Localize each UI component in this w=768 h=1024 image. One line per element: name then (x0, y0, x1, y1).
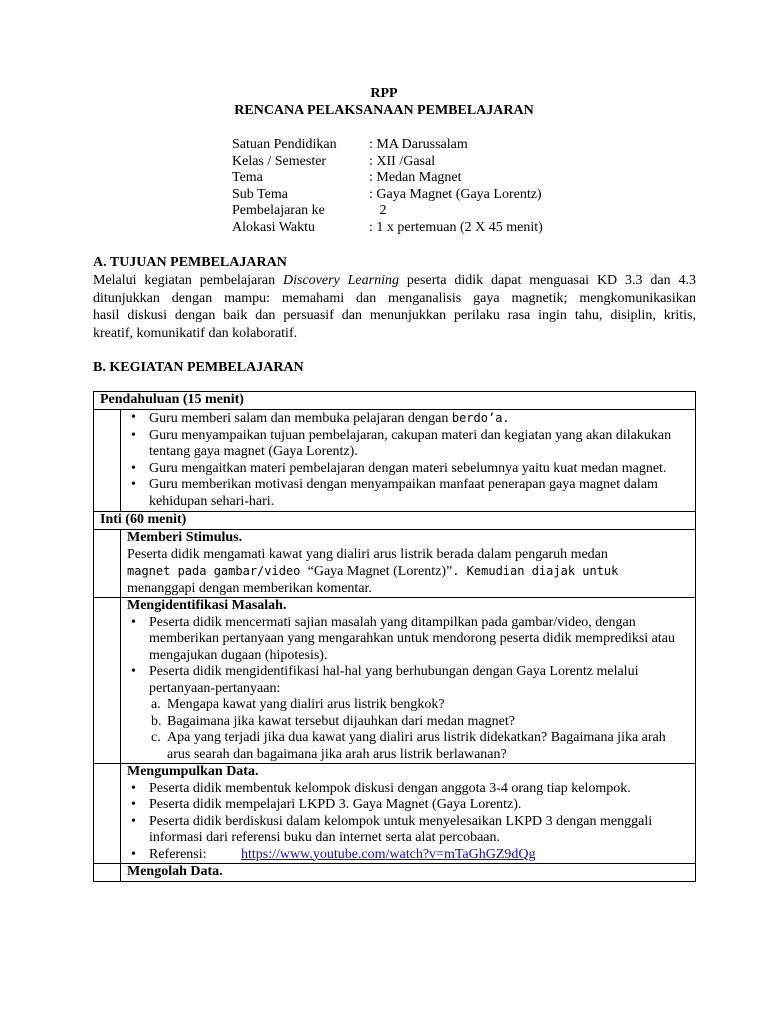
mengumpulkan-content (121, 764, 696, 864)
meta-row-alokasi: Alokasi Waktu : 1 x pertemuan (2 X 45 menit) (232, 219, 543, 235)
list-item: • Peserta didik mengidentifikasi hal-hal yang berhubungan dengan Gaya Lorentz melalui pertanyaan-pertanyaan: (127, 664, 689, 697)
question-list (127, 697, 689, 763)
list-item: • Guru memberikan motivasi dengan menyampaikan manfaat penerapan gaya magnet dalam kehidupan sehari-hari. (127, 477, 689, 510)
meta-row-satuan: Satuan Pendidikan : MA Darussalam (232, 137, 468, 152)
list-item: • Peserta didik membentuk kelompok diskusi dengan anggota 3-4 orang tiap kelompok. (127, 781, 689, 798)
list-item: • Guru memberi salam dan membuka pelajaran dengan berdo’a. (127, 410, 689, 428)
question-item: c. Apa yang terjadi jika dua kawat yang dialiri arus listrik didekatkan? Bagaimana jika arah arus searah dan bagaimana jika arah arus listrik berlawanan? (151, 730, 666, 762)
doc-title-full: RENCANA PELAKSANAAN PEMBELAJARAN (234, 103, 534, 118)
meta-row-pembelajaran: Pembelajaran ke 2 (232, 203, 387, 218)
inti-header-row (94, 512, 696, 530)
list-item: • Guru mengaitkan materi pembelajaran dengan materi sebelumnya yaitu kuat medan magnet. (127, 461, 689, 478)
tujuan-line-3: hasil diskusi dengan baik dan persuasif dan menunjukkan perilaku rasa ingin tahu, disiplin, kritis, (93, 308, 696, 323)
list-item: • Peserta didik mempelajari LKPD 3. Gaya Magnet (Gaya Lorentz). (127, 797, 689, 814)
stimulus-title: Memberi Stimulus. (127, 530, 243, 545)
identifikasi-row (94, 598, 696, 764)
tujuan-line-2: ditunjukkan dengan mampu: memahami dan menganalisis gaya magnetik; mengkomunikasikan (93, 290, 696, 306)
mengolah-content (121, 864, 696, 882)
kegiatan-table (93, 391, 696, 882)
inti-header: Inti (60 menit) (94, 512, 696, 530)
section-b-heading: B. KEGIATAN PEMBELAJARAN (93, 360, 304, 375)
stimulus-content (121, 530, 696, 598)
mengumpulkan-list (127, 781, 689, 864)
pendahuluan-header: Pendahuluan (15 menit) (94, 392, 696, 410)
identity-block (232, 137, 543, 236)
stimulus-row (94, 530, 696, 598)
tujuan-line-1: Melalui kegiatan pembelajaran Discovery Learning peserta didik dapat menguasai KD 3.3 dan 4.3 (93, 273, 697, 288)
mengolah-title: Mengolah Data. (127, 864, 223, 879)
stimulus-line-1: Peserta didik mengamati kawat yang dialiri arus listrik berada dalam pengaruh medan (127, 546, 608, 562)
identifikasi-title: Mengidentifikasi Masalah. (127, 598, 287, 613)
mengumpulkan-title: Mengumpulkan Data. (127, 764, 259, 779)
identifikasi-list (127, 615, 689, 698)
list-item: • Peserta didik mencermati sajian masalah yang ditampilkan pada gambar/video, dengan memberikan pertanyaan yang mengarahkan untuk mendorong peserta didik memprediksi atau mengajukan dugaan (hipotesis). (127, 615, 689, 665)
meta-row-subtema: Sub Tema : Gaya Magnet (Gaya Lorentz) (232, 186, 542, 202)
list-item: • Guru menyampaikan tujuan pembelajaran, cakupan materi dan kegiatan yang akan dilakukan tentang gaya magnet (Gaya Lorentz). (127, 428, 689, 461)
mengolah-row (94, 864, 696, 882)
section-a-heading: A. TUJUAN PEMBELAJARAN (93, 255, 287, 270)
question-item: b. Bagaimana jika kawat tersebut dijauhkan dari medan magnet? (151, 713, 515, 729)
meta-row-kelas: Kelas / Semester : XII /Gasal (232, 153, 436, 169)
mengumpulkan-row (94, 764, 696, 864)
identifikasi-content (121, 598, 696, 764)
list-item: • Referensi: https://www.youtube.com/watch?v=mTaGhGZ9dQg (127, 847, 689, 864)
pendahuluan-row (94, 410, 696, 512)
tujuan-line-4: kreatif, komunikatif dan kolaboratif. (93, 325, 298, 341)
pendahuluan-header-row (94, 392, 696, 410)
referensi-link[interactable]: https://www.youtube.com/watch?v=mTaGhGZ9dQg (241, 846, 536, 862)
question-item: a. Mengapa kawat yang dialiri arus listrik bengkok? (151, 697, 445, 712)
list-item: • Peserta didik berdiskusi dalam kelompok untuk menyelesaikan LKPD 3 dengan menggali informasi dari referensi buku dan internet serta alat percobaan. (127, 814, 689, 847)
pendahuluan-content (121, 410, 696, 512)
meta-row-tema: Tema : Medan Magnet (232, 170, 462, 185)
tujuan-paragraph (93, 273, 696, 343)
doc-title-rpp: RPP (370, 86, 398, 101)
stimulus-line-3: menanggapi dengan memberikan komentar. (127, 580, 372, 596)
pendahuluan-list (127, 410, 689, 510)
stimulus-line-2: magnet pada gambar/video “Gaya Magnet (Lorentz)”. Kemudian diajak untuk (127, 564, 619, 579)
